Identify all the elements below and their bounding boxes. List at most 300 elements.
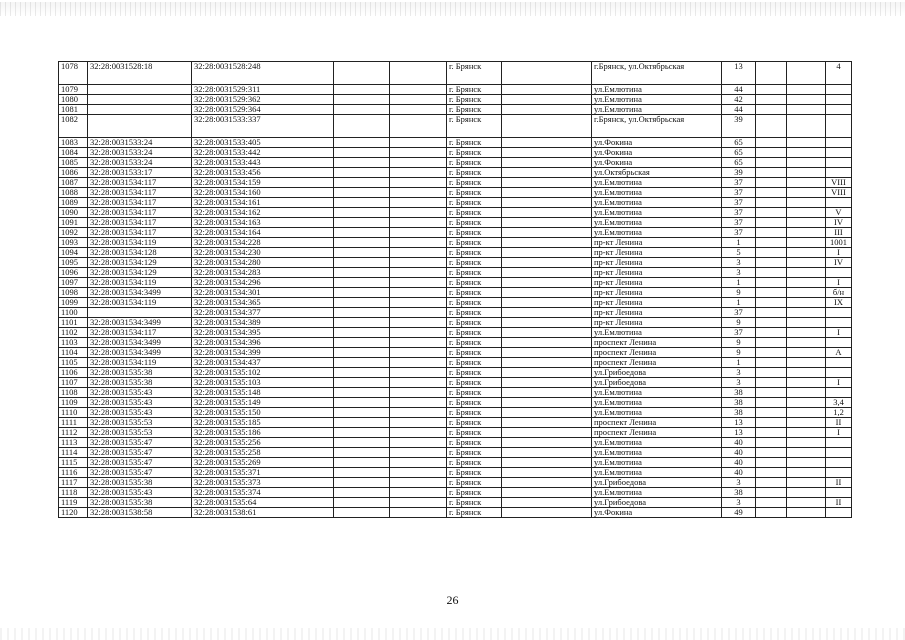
cell-record-number: 1105 [59,358,88,368]
cell-record-number: 1097 [59,278,88,288]
cell-room-number [826,458,852,468]
cell-record-number: 1091 [59,218,88,228]
cell-parcel-number: 32:28:0031534:3499 [88,348,192,358]
cell-cadastral-number: 32:28:0031535:374 [192,488,334,498]
cell-city: г. Брянск [447,338,502,348]
cell-city: г. Брянск [447,318,502,328]
cell-empty [334,298,390,308]
cell-parcel-number: 32:28:0031534:3499 [88,338,192,348]
cell-parcel-number: 32:28:0031534:117 [88,188,192,198]
scan-artifact-top [0,2,905,16]
cell-cadastral-number: 32:28:0031535:149 [192,398,334,408]
cell-empty [334,308,390,318]
cell-record-number: 1117 [59,478,88,488]
cell-house-number: 40 [722,448,756,458]
cell-empty [334,278,390,288]
cell-street: проспект Ленина [592,358,722,368]
cell-empty [334,85,390,95]
cell-empty [502,438,592,448]
cell-empty [787,85,826,95]
cell-house-number: 3 [722,478,756,488]
cell-record-number: 1084 [59,148,88,158]
cell-empty [787,188,826,198]
cell-house-number: 40 [722,458,756,468]
cell-city: г. Брянск [447,448,502,458]
cell-empty [390,115,447,138]
cell-parcel-number [88,115,192,138]
cell-city: г. Брянск [447,258,502,268]
table-row [59,448,852,458]
cell-room-number: A [826,348,852,358]
cell-street: ул.Емлютина [592,95,722,105]
cell-record-number: 1103 [59,338,88,348]
cell-empty [787,148,826,158]
cell-parcel-number: 32:28:0031538:58 [88,508,192,518]
cell-empty [334,248,390,258]
cell-cadastral-number: 32:28:0031535:373 [192,478,334,488]
cell-empty [787,228,826,238]
cell-empty [390,488,447,498]
cell-room-number: VIII [826,178,852,188]
cell-parcel-number: 32:28:0031535:53 [88,418,192,428]
cell-city: г. Брянск [447,428,502,438]
cell-street: ул.Емлютина [592,198,722,208]
cell-record-number: 1114 [59,448,88,458]
cell-empty [334,268,390,278]
cell-room-number [826,115,852,138]
cell-empty [756,278,787,288]
cell-empty [502,468,592,478]
cell-empty [390,178,447,188]
cell-empty [756,218,787,228]
cell-empty [334,458,390,468]
table-row [59,348,852,358]
cell-parcel-number: 32:28:0031534:117 [88,198,192,208]
cell-city: г. Брянск [447,498,502,508]
cell-empty [390,378,447,388]
table-row [59,268,852,278]
cell-street: ул.Грибоедова [592,498,722,508]
table-row [59,288,852,298]
cell-empty [390,268,447,278]
cell-house-number: 3 [722,268,756,278]
cell-street: ул.Емлютина [592,178,722,188]
cell-empty [502,62,592,85]
cell-house-number: 44 [722,85,756,95]
cell-empty [390,298,447,308]
cell-empty [334,508,390,518]
table-row [59,478,852,488]
cell-street: ул.Емлютина [592,438,722,448]
cell-empty [502,458,592,468]
cell-street: пр-кт Ленина [592,308,722,318]
cell-cadastral-number: 32:28:0031534:395 [192,328,334,338]
cell-parcel-number: 32:28:0031535:43 [88,398,192,408]
cell-empty [502,398,592,408]
cell-cadastral-number: 32:28:0031534:159 [192,178,334,188]
cell-cadastral-number: 32:28:0031535:258 [192,448,334,458]
cell-street: ул.Емлютина [592,448,722,458]
cell-city: г. Брянск [447,348,502,358]
cell-record-number: 1110 [59,408,88,418]
table-row [59,228,852,238]
cell-street: ул.Емлютина [592,488,722,498]
cell-house-number: 39 [722,115,756,138]
cell-street: ул.Грибоедова [592,378,722,388]
cell-empty [390,328,447,338]
cell-cadastral-number: 32:28:0031534:365 [192,298,334,308]
cell-city: г. Брянск [447,488,502,498]
cell-cadastral-number: 32:28:0031534:228 [192,238,334,248]
cell-city: г. Брянск [447,85,502,95]
cell-empty [334,105,390,115]
cell-empty [390,468,447,478]
cell-cadastral-number: 32:28:0031529:311 [192,85,334,95]
cell-room-number [826,318,852,328]
cell-room-number [826,198,852,208]
cell-record-number: 1092 [59,228,88,238]
cell-record-number: 1085 [59,158,88,168]
cell-empty [787,328,826,338]
cell-record-number: 1099 [59,298,88,308]
cell-street: ул.Грибоедова [592,478,722,488]
cell-room-number [826,148,852,158]
cell-empty [756,268,787,278]
cell-street: проспект Ленина [592,418,722,428]
cell-cadastral-number: 32:28:0031535:103 [192,378,334,388]
cell-empty [502,85,592,95]
cell-empty [334,62,390,85]
cell-cadastral-number: 32:28:0031535:186 [192,428,334,438]
cell-street: ул.Емлютина [592,328,722,338]
cell-city: г. Брянск [447,288,502,298]
cell-empty [334,438,390,448]
cell-empty [756,418,787,428]
cell-street: пр-кт Ленина [592,268,722,278]
cell-cadastral-number: 32:28:0031535:148 [192,388,334,398]
cell-city: г. Брянск [447,62,502,85]
cell-room-number [826,358,852,368]
cell-empty [390,448,447,458]
cell-street: ул.Емлютина [592,85,722,95]
cell-city: г. Брянск [447,105,502,115]
cell-empty [390,308,447,318]
cell-room-number [826,268,852,278]
cell-empty [756,448,787,458]
cell-street: ул.Фокина [592,148,722,158]
cell-empty [756,85,787,95]
cell-empty [390,248,447,258]
cell-empty [756,378,787,388]
cell-empty [502,338,592,348]
cell-room-number: I [826,328,852,338]
cell-empty [334,498,390,508]
cell-house-number: 49 [722,508,756,518]
table-row [59,508,852,518]
cell-cadastral-number: 32:28:0031533:456 [192,168,334,178]
cell-empty [502,308,592,318]
cell-empty [787,208,826,218]
cell-empty [756,62,787,85]
cell-parcel-number [88,95,192,105]
cell-empty [787,105,826,115]
cell-empty [390,218,447,228]
cell-room-number: IV [826,218,852,228]
cell-empty [334,428,390,438]
cell-street: ул.Емлютина [592,188,722,198]
cell-empty [756,318,787,328]
cell-city: г. Брянск [447,95,502,105]
cell-cadastral-number: 32:28:0031534:377 [192,308,334,318]
cell-empty [787,358,826,368]
table-row [59,468,852,478]
page-number: 26 [446,593,459,607]
cell-cadastral-number: 32:28:0031529:364 [192,105,334,115]
cell-empty [334,408,390,418]
cell-room-number: I [826,428,852,438]
cell-empty [390,388,447,398]
cell-record-number: 1088 [59,188,88,198]
cell-record-number: 1116 [59,468,88,478]
cell-street: пр-кт Ленина [592,298,722,308]
cell-street: ул.Емлютина [592,218,722,228]
table-row [59,458,852,468]
cell-house-number: 37 [722,178,756,188]
table-row [59,115,852,138]
cell-empty [334,115,390,138]
cell-room-number: II [826,498,852,508]
cell-empty [756,248,787,258]
cell-street: пр-кт Ленина [592,248,722,258]
cell-house-number: 65 [722,158,756,168]
cell-street: ул.Фокина [592,158,722,168]
cell-cadastral-number: 32:28:0031534:296 [192,278,334,288]
cell-city: г. Брянск [447,115,502,138]
cell-empty [502,448,592,458]
cell-house-number: 37 [722,218,756,228]
cell-house-number: 39 [722,168,756,178]
cell-cadastral-number: 32:28:0031534:161 [192,198,334,208]
cell-house-number: 5 [722,248,756,258]
cell-empty [502,208,592,218]
table-row [59,358,852,368]
cell-city: г. Брянск [447,358,502,368]
cell-parcel-number: 32:28:0031534:119 [88,358,192,368]
cell-empty [787,438,826,448]
cell-street: пр-кт Ленина [592,278,722,288]
cell-house-number: 1 [722,358,756,368]
cell-empty [390,95,447,105]
table-row [59,258,852,268]
table-row [59,418,852,428]
cell-cadastral-number: 32:28:0031535:150 [192,408,334,418]
cell-room-number [826,105,852,115]
cell-empty [756,438,787,448]
table-row [59,498,852,508]
cell-room-number [826,338,852,348]
cell-empty [334,258,390,268]
cell-city: г. Брянск [447,438,502,448]
cell-cadastral-number: 32:28:0031534:399 [192,348,334,358]
cell-empty [756,148,787,158]
cell-empty [502,158,592,168]
cell-empty [334,338,390,348]
cell-empty [502,228,592,238]
cell-street: пр-кт Ленина [592,258,722,268]
cell-parcel-number: 32:28:0031534:128 [88,248,192,258]
cell-record-number: 1095 [59,258,88,268]
cell-parcel-number: 32:28:0031534:129 [88,258,192,268]
cell-empty [756,95,787,105]
cell-empty [334,198,390,208]
cell-empty [334,388,390,398]
cell-parcel-number: 32:28:0031535:38 [88,478,192,488]
cell-empty [756,208,787,218]
cell-empty [334,318,390,328]
cell-record-number: 1089 [59,198,88,208]
cell-record-number: 1094 [59,248,88,258]
cell-room-number: I [826,378,852,388]
cell-house-number: 38 [722,408,756,418]
cell-cadastral-number: 32:28:0031533:442 [192,148,334,158]
cell-cadastral-number: 32:28:0031538:61 [192,508,334,518]
cell-room-number: 4 [826,62,852,85]
cell-empty [502,218,592,228]
cell-empty [756,408,787,418]
table-row [59,178,852,188]
cell-record-number: 1106 [59,368,88,378]
cell-cadastral-number: 32:28:0031535:256 [192,438,334,448]
cell-parcel-number: 32:28:0031535:43 [88,488,192,498]
cell-empty [502,288,592,298]
cell-room-number [826,468,852,478]
cell-room-number [826,448,852,458]
cell-empty [334,368,390,378]
cell-empty [787,468,826,478]
cell-empty [334,478,390,488]
cell-city: г. Брянск [447,388,502,398]
cell-empty [787,478,826,488]
cell-house-number: 13 [722,418,756,428]
cell-cadastral-number: 32:28:0031535:371 [192,468,334,478]
cell-empty [502,318,592,328]
cell-room-number: II [826,418,852,428]
cell-parcel-number: 32:28:0031535:47 [88,458,192,468]
cell-room-number: б/н [826,288,852,298]
cell-street: проспект Ленина [592,428,722,438]
cell-city: г. Брянск [447,208,502,218]
cell-empty [787,288,826,298]
registry-table-body [59,62,852,518]
cell-empty [390,338,447,348]
cell-empty [787,368,826,378]
cell-house-number: 1 [722,238,756,248]
table-row [59,138,852,148]
table-row [59,238,852,248]
cell-empty [756,168,787,178]
cell-street: ул.Емлютина [592,105,722,115]
cell-empty [787,388,826,398]
cell-empty [390,258,447,268]
cell-house-number: 37 [722,198,756,208]
cell-empty [787,198,826,208]
cell-room-number: II [826,478,852,488]
table-row [59,158,852,168]
cell-city: г. Брянск [447,298,502,308]
table-row [59,398,852,408]
cell-house-number: 37 [722,308,756,318]
cell-empty [756,508,787,518]
cell-street: пр-кт Ленина [592,238,722,248]
cell-room-number: 1,2 [826,408,852,418]
table-row [59,208,852,218]
scan-artifact-bottom [0,628,905,640]
cell-empty [756,358,787,368]
cell-empty [756,258,787,268]
cell-empty [390,478,447,488]
cell-city: г. Брянск [447,378,502,388]
cell-cadastral-number: 32:28:0031534:163 [192,218,334,228]
table-row [59,218,852,228]
cell-record-number: 1093 [59,238,88,248]
cell-empty [390,188,447,198]
cell-empty [390,105,447,115]
cell-empty [787,498,826,508]
cell-record-number: 1079 [59,85,88,95]
cell-empty [502,138,592,148]
cell-house-number: 42 [722,95,756,105]
cell-empty [756,478,787,488]
cell-parcel-number: 32:28:0031535:43 [88,388,192,398]
cell-parcel-number: 32:28:0031533:24 [88,148,192,158]
cell-empty [502,368,592,378]
cell-empty [787,398,826,408]
cell-street: пр-кт Ленина [592,288,722,298]
cell-city: г. Брянск [447,148,502,158]
cell-empty [756,178,787,188]
cell-empty [502,418,592,428]
cell-house-number: 3 [722,368,756,378]
cell-record-number: 1080 [59,95,88,105]
cell-empty [787,448,826,458]
cell-street: проспект Ленина [592,338,722,348]
cell-empty [756,328,787,338]
cell-parcel-number: 32:28:0031535:43 [88,408,192,418]
cell-empty [787,138,826,148]
cell-street: ул.Грибоедова [592,368,722,378]
cell-parcel-number: 32:28:0031535:47 [88,438,192,448]
cell-parcel-number: 32:28:0031534:119 [88,298,192,308]
cell-house-number: 1 [722,298,756,308]
table-row [59,248,852,258]
cell-cadastral-number: 32:28:0031534:283 [192,268,334,278]
cell-empty [787,268,826,278]
cell-parcel-number: 32:28:0031535:47 [88,468,192,478]
cell-empty [787,115,826,138]
cell-cadastral-number: 32:28:0031534:437 [192,358,334,368]
cell-empty [390,508,447,518]
cell-city: г. Брянск [447,368,502,378]
cell-empty [787,298,826,308]
cell-city: г. Брянск [447,398,502,408]
cell-empty [787,178,826,188]
cell-record-number: 1112 [59,428,88,438]
cell-record-number: 1078 [59,62,88,85]
cell-cadastral-number: 32:28:0031534:164 [192,228,334,238]
table-row [59,198,852,208]
cell-empty [787,278,826,288]
cell-cadastral-number: 32:28:0031533:337 [192,115,334,138]
